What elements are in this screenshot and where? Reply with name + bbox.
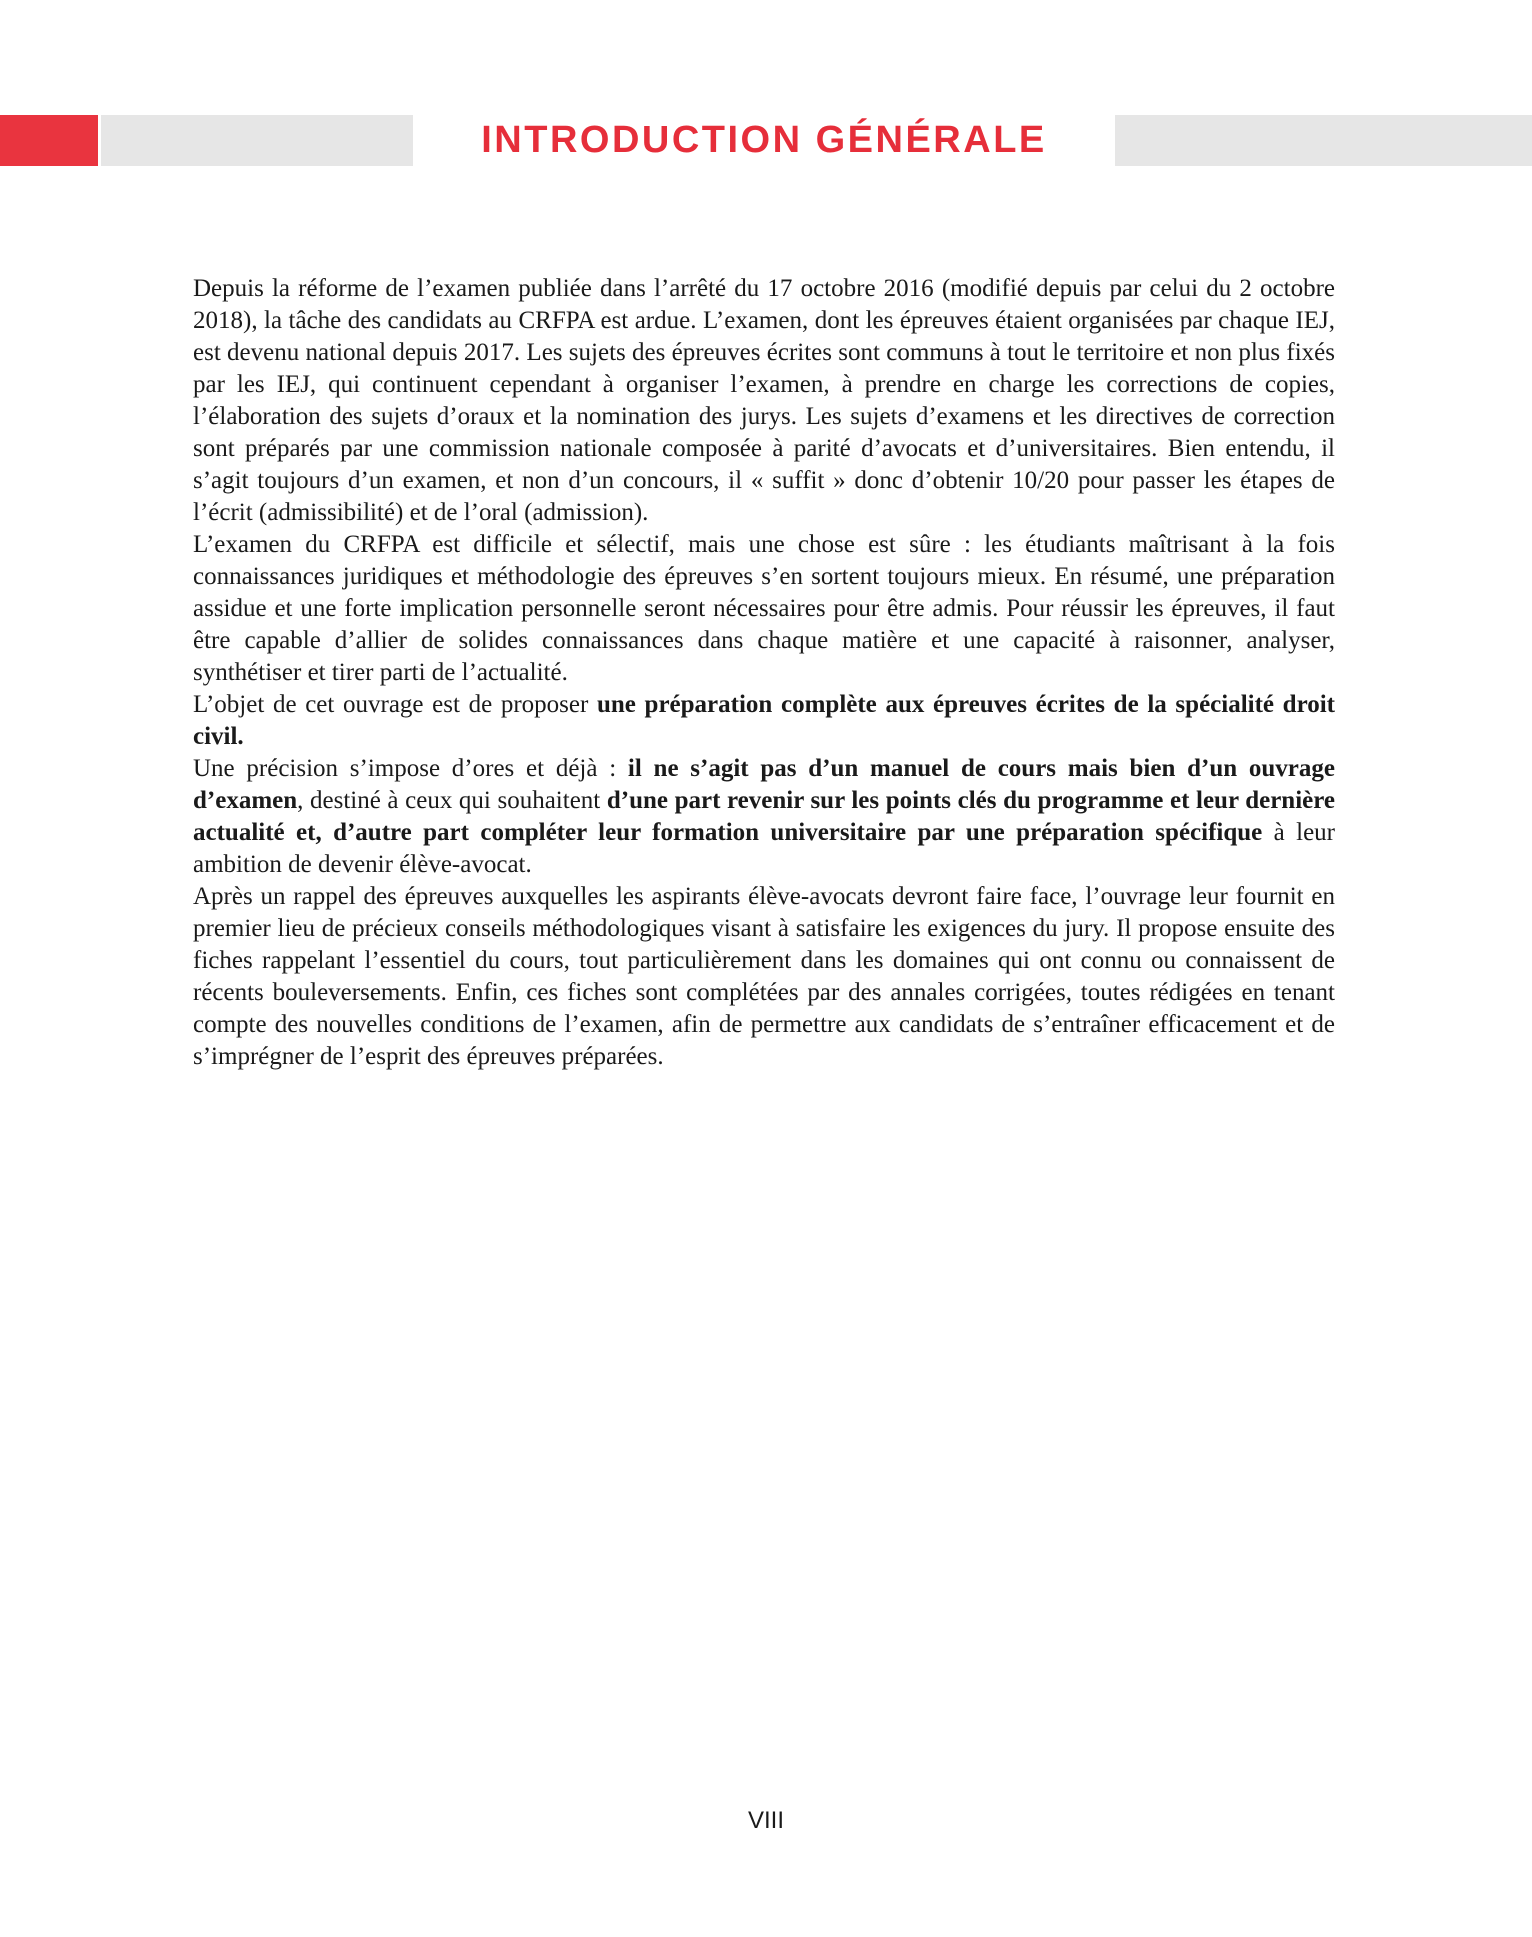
paragraph [193,881,1335,1073]
paragraph-text: Après un rappel des épreuves auxquelles les aspirants élève-avocats devront faire face, l’ouvrage leur fournit en premier lieu de précieux conseils méthodologiques visant à satisfaire les exigences du jury. Il propose ensuite des fiches rappelant l’essentiel du cours, tout particulièrement dans les domaines qui ont connu ou connaissent de récents bouleversements. Enfin, ces fiches sont complétées par des annales corrigées, toutes rédigées en tenant compte des nouvelles conditions de l’examen, afin de permettre aux candidats de s’entraîner efficacement et de s’imprégner de l’esprit des épreuves préparées. [193,883,1335,1070]
emphasis-text: il ne s’agit pas d’un manuel de cours mais bien d’un ouvrage d’examen [193,755,1335,814]
paragraph [193,529,1335,689]
page-title: INTRODUCTION GÉNÉRALE [481,119,1047,161]
header-band-left [101,115,413,166]
paragraph [193,753,1335,881]
header-accent-block [0,115,98,166]
emphasis-text: une préparation complète aux épreuves écrites de la spécialité droit civil. [193,691,1335,750]
paragraph [193,273,1335,529]
paragraph [193,689,1335,753]
header-band-right [1115,115,1532,166]
paragraph-text: , destiné à ceux qui souhaitent [297,787,607,814]
page-number: VIII [747,1807,784,1834]
paragraph-text: Depuis la réforme de l’examen publiée dans l’arrêté du 17 octobre 2016 (modifié depuis par celui du 2 octobre 2018), la tâche des candidats au CRFPA est ardue. L’examen, dont les épreuves étaient organisées par chaque IEJ, est devenu national depuis 2017. Les sujets des épreuves écrites sont communs à tout le territoire et non plus fixés par les IEJ, qui continuent cependant à organiser l’examen, à prendre en charge les corrections de copies, l’élaboration des sujets d’oraux et la nomination des jurys. Les sujets d’examens et les directives de correction sont préparés par une commission nationale composée à parité d’avocats et d’universitaires. Bien entendu, il s’agit toujours d’un examen, et non d’un concours, il « suffit » donc d’obtenir 10/20 pour passer les étapes de l’écrit (admissibilité) et de l’oral (admission). [193,275,1335,526]
paragraph-text: L’examen du CRFPA est difficile et sélectif, mais une chose est sûre : les étudiants maîtrisant à la fois connaissances juridiques et méthodologie des épreuves s’en sortent toujours mieux. En résumé, une préparation assidue et une forte implication personnelle seront nécessaires pour être admis. Pour réussir les épreuves, il faut être capable d’allier de solides connaissances dans chaque matière et une capacité à raisonner, analyser, synthétiser et tirer parti de l’actualité. [193,531,1335,686]
paragraph-text: à leur ambition de devenir élève-avocat. [193,819,1335,878]
paragraph-text: L’objet de cet ouvrage est de proposer [193,691,597,718]
paragraph-text: Une précision s’impose d’ores et déjà : [193,755,628,782]
emphasis-text: d’une part revenir sur les points clés du programme et leur dernière actualité et, d’autre part compléter leur formation universitaire par une préparation spécifique [193,787,1335,846]
introduction-body [193,273,1335,1073]
